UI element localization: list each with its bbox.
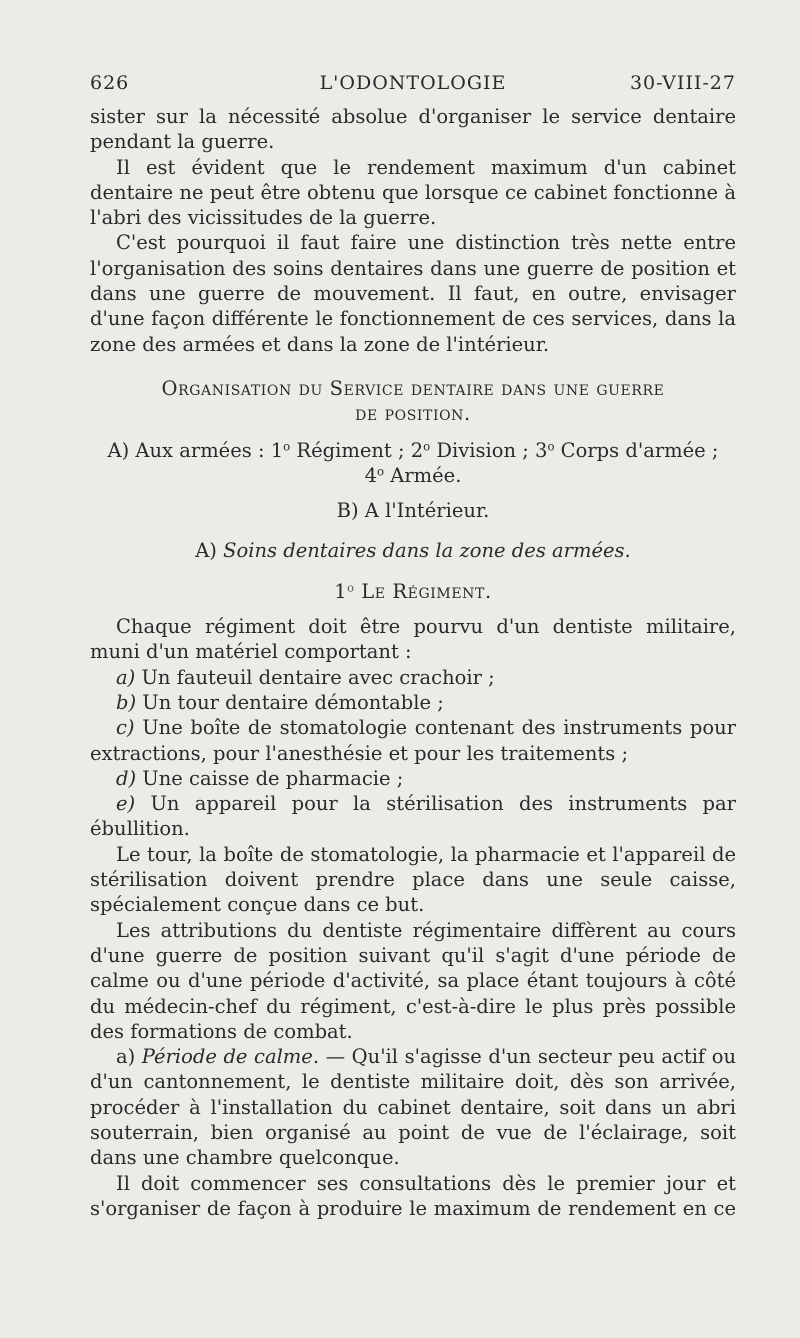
paragraph-distinction: C'est pourquoi il faut faire une distinction très nette entre l'organisation des soins dentaires dans une guerre de position et dans une guerre de mouvement. Il faut, en outre, envisager d'une façon différente le fonctionnement de ces services, dans la zone des armées et dans la zone de l'intérieur. xyxy=(90,231,736,356)
list-item: e) Un appareil pour la stérilisation des instruments par ébullition. xyxy=(90,792,736,841)
section-heading-line2: de position. xyxy=(355,402,471,426)
page-body xyxy=(90,104,736,1221)
outline-armee: 4$^o$ Armée. xyxy=(364,463,462,487)
paragraph-attributions: Les attributions du dentiste régimentaire diffèrent au cours d'une guerre de position suivant qu'il s'agit d'une période de calme ou d'une période d'activité, sa place étant toujours à côté du médecin-chef du régiment, c'est-à-dire le plus près possible des formations de combat. xyxy=(90,918,736,1043)
issue-date: 30-VIII-27 xyxy=(629,72,736,94)
outline-interieur: B) A l'Intérieur. xyxy=(336,499,490,523)
subsection-heading: A) Soins dentaires dans la zone des armées. xyxy=(195,539,631,563)
list-item: b) Un tour dentaire démontable ; xyxy=(116,690,444,714)
section-heading-line1: Organisation du Service dentaire dans une guerre xyxy=(161,376,665,400)
paragraph-consultations: Il doit commencer ses consultations dès le premier jour et s'organiser de façon à produire le maximum de rendement en ce xyxy=(90,1171,736,1220)
list-item: a) Un fauteuil dentaire avec crachoir ; xyxy=(116,665,495,689)
journal-title: L'ODONTOLOGIE xyxy=(319,72,507,94)
outline-armees: A) Aux armées : 1$^o$ Régiment ; 2$^o$ Division ; 3$^o$ Corps d'armée ; xyxy=(107,438,719,462)
paragraph-intro: Chaque régiment doit être pourvu d'un dentiste militaire, muni d'un matériel comportant : xyxy=(90,615,736,664)
paragraph-continuation: sister sur la nécessité absolue d'organiser le service dentaire pendant la guerre. xyxy=(90,105,736,154)
page-number: 626 xyxy=(90,72,130,94)
running-header xyxy=(90,72,736,102)
list-item: c) Une boîte de stomatologie contenant des instruments pour extractions, pour l'anesthésie et pour les traitements ; xyxy=(90,716,736,765)
list-item: d) Une caisse de pharmacie ; xyxy=(116,766,404,790)
paragraph-rendement: Il est évident que le rendement maximum d'un cabinet dentaire ne peut être obtenu que lorsque ce cabinet fonctionne à l'abri des vicissitudes de la guerre. xyxy=(90,155,736,230)
paragraph-periode-calme: a) Période de calme. — Qu'il s'agisse d'un secteur peu actif ou d'un cantonnement, le dentiste militaire doit, dès son arrivée, procéder à l'installation du cabinet dentaire, soit dans un abri souterrain, bien organisé au point de vue de l'éclairage, soit dans une chambre quelconque. xyxy=(90,1045,737,1170)
regiment-heading: 1$^o$ Le Régiment. xyxy=(334,579,492,603)
paragraph-tour: Le tour, la boîte de stomatologie, la pharmacie et l'appareil de stérilisation doivent prendre place dans une seule caisse, spécialement conçue dans ce but. xyxy=(90,842,736,917)
